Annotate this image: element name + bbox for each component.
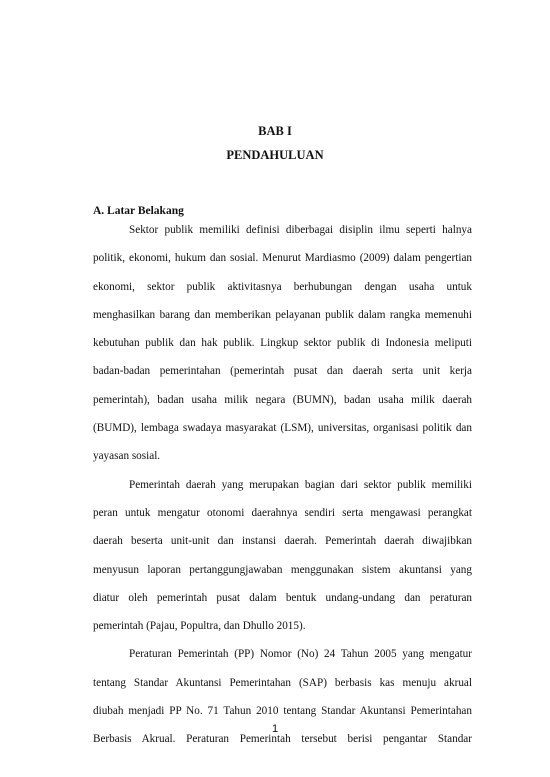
text-line: (BUMD), lembaga swadaya masyarakat (LSM), universitas, organisasi politik dan: [93, 422, 472, 435]
text-line: politik, ekonomi, hukum dan sosial. Menurut Mardiasmo (2009) dalam pengertian: [93, 252, 472, 265]
text-line: badan-badan pemerintahan (pemerintah pusat dan daerah serta unit kerja: [93, 365, 472, 378]
text-line: pemerintah (Pajau, Popultra, dan Dhullo 2015).: [93, 620, 306, 633]
text-line: Sektor publik memiliki definisi diberbagai disiplin ilmu seperti halnya: [129, 224, 472, 236]
chapter-title: PENDAHULUAN: [226, 148, 324, 162]
body-text: [93, 216, 472, 754]
chapter-number: BAB I: [258, 124, 292, 138]
section-heading: A. Latar Belakang: [93, 205, 184, 217]
text-line: tentang Standar Akuntansi Pemerintahan (SAP) berbasis kas menuju akrual: [93, 676, 472, 689]
paragraph: [93, 640, 472, 753]
text-line: peran untuk mengatur otonomi daerahnya sendiri serta mengawasi perangkat: [93, 506, 472, 519]
page-number: 1: [271, 723, 279, 735]
text-line: daerah beserta unit-unit dan instansi daerah. Pemerintah daerah diwajibkan: [93, 535, 472, 548]
text-line: Pemerintah daerah yang merupakan bagian dari sektor publik memiliki: [129, 478, 472, 491]
paragraph: [93, 216, 472, 471]
text-line: ekonomi, sektor publik aktivitasnya berhubungan dengan usaha untuk: [93, 280, 472, 293]
text-line: kebutuhan publik dan hak publik. Lingkup sektor publik di Indonesia meliputi: [93, 337, 472, 350]
text-line: diubah menjadi PP No. 71 Tahun 2010 tentang Standar Akuntansi Pemerintahan: [93, 705, 472, 718]
text-line: pemerintah), badan usaha milik negara (BUMN), badan usaha milik daerah: [93, 393, 472, 406]
text-line: menyusun laporan pertanggungjawaban menggunakan sistem akuntansi yang: [93, 563, 472, 576]
text-line: diatur oleh pemerintah pusat dalam bentuk undang-undang dan peraturan: [93, 591, 472, 604]
text-line: Berbasis Akrual. Peraturan Pemerintah tersebut berisi pengantar Standar: [93, 733, 472, 746]
text-line: Peraturan Pemerintah (PP) Nomor (No) 24 Tahun 2005 yang mengatur: [129, 648, 472, 661]
paragraph: [93, 471, 472, 641]
text-line: yayasan sosial.: [93, 450, 161, 463]
text-line: menghasilkan barang dan memberikan pelayanan publik dalam rangka memenuhi: [93, 308, 472, 321]
